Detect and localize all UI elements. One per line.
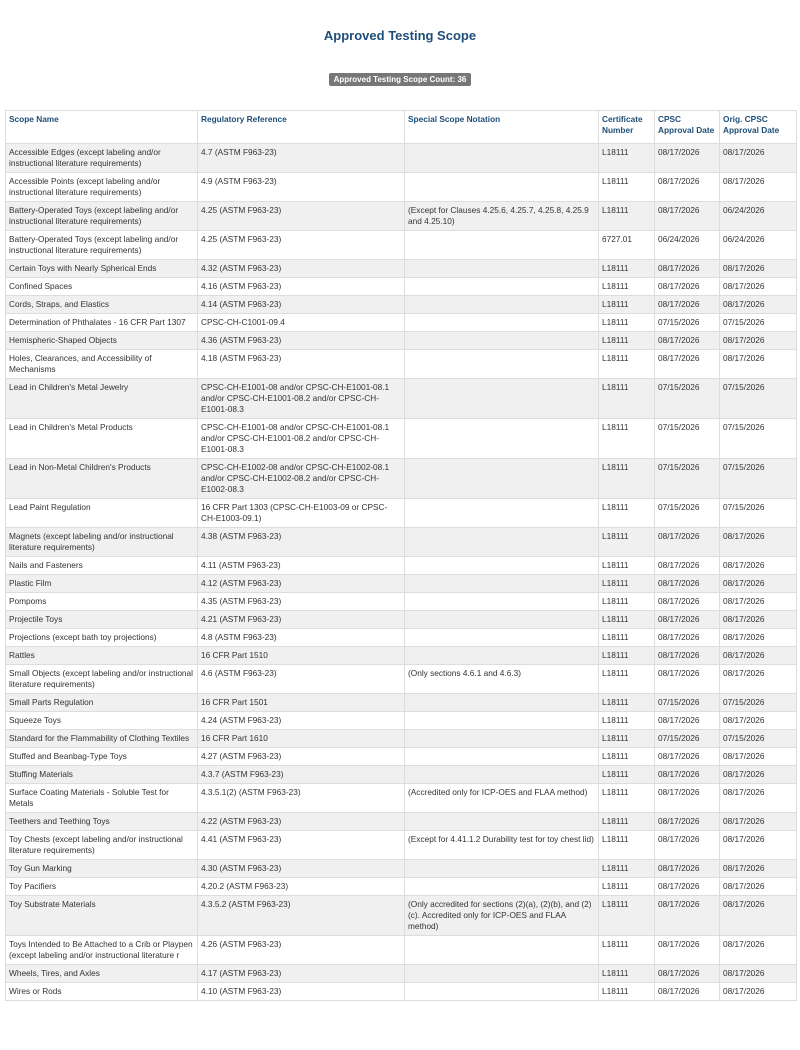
cell-regulatory-reference: 16 CFR Part 1501 [198,694,405,712]
table-row [6,278,797,296]
cell-scope-name: Toy Pacifiers [6,878,198,896]
cell-regulatory-reference: 4.22 (ASTM F963-23) [198,813,405,831]
cell-regulatory-reference: 4.20.2 (ASTM F963-23) [198,878,405,896]
cell-cpsc-approval-date: 08/17/2026 [655,766,720,784]
cell-certificate-number: L18111 [599,694,655,712]
cell-orig-cpsc-approval-date: 08/17/2026 [720,712,797,730]
cell-certificate-number: L18111 [599,813,655,831]
cell-special-scope-notation [405,459,599,499]
cell-scope-name: Lead in Children's Metal Jewelry [6,379,198,419]
cell-orig-cpsc-approval-date: 08/17/2026 [720,748,797,766]
cell-special-scope-notation [405,593,599,611]
cell-orig-cpsc-approval-date: 08/17/2026 [720,173,797,202]
cell-certificate-number: L18111 [599,983,655,1001]
approved-scope-table [5,110,797,1001]
cell-orig-cpsc-approval-date: 08/17/2026 [720,593,797,611]
cell-regulatory-reference: 16 CFR Part 1303 (CPSC-CH-E1003-09 or CPSC-CH-E1003-09.1) [198,499,405,528]
cell-certificate-number: L18111 [599,379,655,419]
table-row [6,983,797,1001]
cell-orig-cpsc-approval-date: 08/17/2026 [720,831,797,860]
cell-scope-name: Wheels, Tires, and Axles [6,965,198,983]
cell-cpsc-approval-date: 07/15/2026 [655,419,720,459]
cell-scope-name: Wires or Rods [6,983,198,1001]
cell-regulatory-reference: 16 CFR Part 1610 [198,730,405,748]
cell-orig-cpsc-approval-date: 08/17/2026 [720,965,797,983]
cell-special-scope-notation [405,712,599,730]
cell-cpsc-approval-date: 07/15/2026 [655,379,720,419]
cell-orig-cpsc-approval-date: 06/24/2026 [720,202,797,231]
cell-special-scope-notation: (Except for Clauses 4.25.6, 4.25.7, 4.25.8, 4.25.9 and 4.25.10) [405,202,599,231]
cell-special-scope-notation [405,860,599,878]
cell-certificate-number: L18111 [599,557,655,575]
cell-regulatory-reference: 4.25 (ASTM F963-23) [198,231,405,260]
cell-cpsc-approval-date: 08/17/2026 [655,296,720,314]
cell-special-scope-notation [405,144,599,173]
cell-scope-name: Confined Spaces [6,278,198,296]
cell-scope-name: Battery-Operated Toys (except labeling and/or instructional literature requirements) [6,231,198,260]
cell-special-scope-notation [405,766,599,784]
table-row [6,350,797,379]
cell-certificate-number: L18111 [599,766,655,784]
cell-scope-name: Accessible Points (except labeling and/or instructional literature requirements) [6,173,198,202]
cell-special-scope-notation [405,629,599,647]
cell-cpsc-approval-date: 08/17/2026 [655,896,720,936]
cell-certificate-number: L18111 [599,350,655,379]
cell-certificate-number: L18111 [599,965,655,983]
cell-regulatory-reference: 4.35 (ASTM F963-23) [198,593,405,611]
cell-cpsc-approval-date: 08/17/2026 [655,813,720,831]
table-row [6,379,797,419]
table-header-row [6,111,797,144]
cell-certificate-number: L18111 [599,878,655,896]
cell-regulatory-reference: 4.32 (ASTM F963-23) [198,260,405,278]
cell-cpsc-approval-date: 08/17/2026 [655,983,720,1001]
cell-orig-cpsc-approval-date: 07/15/2026 [720,694,797,712]
cell-regulatory-reference: 4.9 (ASTM F963-23) [198,173,405,202]
cell-cpsc-approval-date: 07/15/2026 [655,694,720,712]
cell-orig-cpsc-approval-date: 08/17/2026 [720,665,797,694]
cell-orig-cpsc-approval-date: 06/24/2026 [720,231,797,260]
cell-cpsc-approval-date: 08/17/2026 [655,350,720,379]
cell-scope-name: Projections (except bath toy projections) [6,629,198,647]
table-row [6,878,797,896]
table-row [6,694,797,712]
header-regulatory-reference[interactable]: Regulatory Reference [198,111,405,144]
cell-scope-name: Lead Paint Regulation [6,499,198,528]
cell-special-scope-notation [405,350,599,379]
cell-special-scope-notation [405,936,599,965]
cell-regulatory-reference: 4.25 (ASTM F963-23) [198,202,405,231]
header-cpsc-approval-date[interactable]: CPSC Approval Date [655,111,720,144]
table-row [6,499,797,528]
cell-scope-name: Toy Substrate Materials [6,896,198,936]
cell-orig-cpsc-approval-date: 08/17/2026 [720,784,797,813]
cell-orig-cpsc-approval-date: 08/17/2026 [720,647,797,665]
page-title: Approved Testing Scope [323,28,477,43]
cell-special-scope-notation [405,231,599,260]
cell-orig-cpsc-approval-date: 08/17/2026 [720,557,797,575]
table-row [6,831,797,860]
cell-special-scope-notation [405,965,599,983]
cell-orig-cpsc-approval-date: 07/15/2026 [720,730,797,748]
table-row [6,813,797,831]
table-row [6,784,797,813]
cell-scope-name: Lead in Non-Metal Children's Products [6,459,198,499]
cell-cpsc-approval-date: 08/17/2026 [655,965,720,983]
cell-certificate-number: L18111 [599,144,655,173]
cell-special-scope-notation [405,694,599,712]
cell-cpsc-approval-date: 08/17/2026 [655,860,720,878]
cell-special-scope-notation [405,296,599,314]
cell-certificate-number: L18111 [599,278,655,296]
cell-cpsc-approval-date: 07/15/2026 [655,459,720,499]
table-row [6,173,797,202]
cell-orig-cpsc-approval-date: 08/17/2026 [720,575,797,593]
cell-certificate-number: L18111 [599,936,655,965]
header-certificate-number[interactable]: Certificate Number [599,111,655,144]
cell-regulatory-reference: CPSC-CH-C1001-09.4 [198,314,405,332]
cell-orig-cpsc-approval-date: 07/15/2026 [720,314,797,332]
cell-regulatory-reference: CPSC-CH-E1001-08 and/or CPSC-CH-E1001-08.1 and/or CPSC-CH-E1001-08.2 and/or CPSC-CH-E1001-08.3 [198,419,405,459]
cell-orig-cpsc-approval-date: 08/17/2026 [720,296,797,314]
cell-certificate-number: L18111 [599,730,655,748]
table-row [6,896,797,936]
cell-cpsc-approval-date: 07/15/2026 [655,499,720,528]
cell-certificate-number: L18111 [599,260,655,278]
cell-special-scope-notation [405,813,599,831]
cell-regulatory-reference: 16 CFR Part 1510 [198,647,405,665]
cell-special-scope-notation [405,173,599,202]
cell-regulatory-reference: CPSC-CH-E1001-08 and/or CPSC-CH-E1001-08.1 and/or CPSC-CH-E1001-08.2 and/or CPSC-CH-E1001-08.3 [198,379,405,419]
cell-certificate-number: L18111 [599,593,655,611]
cell-orig-cpsc-approval-date: 08/17/2026 [720,528,797,557]
cell-orig-cpsc-approval-date: 08/17/2026 [720,350,797,379]
cell-orig-cpsc-approval-date: 08/17/2026 [720,260,797,278]
cell-orig-cpsc-approval-date: 08/17/2026 [720,766,797,784]
table-row [6,766,797,784]
cell-scope-name: Toy Chests (except labeling and/or instructional literature requirements) [6,831,198,860]
cell-special-scope-notation [405,332,599,350]
cell-certificate-number: L18111 [599,629,655,647]
cell-certificate-number: 6727.01 [599,231,655,260]
cell-orig-cpsc-approval-date: 08/17/2026 [720,278,797,296]
cell-certificate-number: L18111 [599,611,655,629]
cell-scope-name: Magnets (except labeling and/or instructional literature requirements) [6,528,198,557]
cell-certificate-number: L18111 [599,314,655,332]
cell-orig-cpsc-approval-date: 08/17/2026 [720,878,797,896]
table-row [6,611,797,629]
cell-cpsc-approval-date: 08/17/2026 [655,936,720,965]
cell-certificate-number: L18111 [599,332,655,350]
table-row [6,730,797,748]
cell-cpsc-approval-date: 08/17/2026 [655,647,720,665]
cell-cpsc-approval-date: 08/17/2026 [655,260,720,278]
cell-regulatory-reference: 4.38 (ASTM F963-23) [198,528,405,557]
table-row [6,665,797,694]
cell-regulatory-reference: 4.3.5.1(2) (ASTM F963-23) [198,784,405,813]
cell-scope-name: Toys Intended to Be Attached to a Crib or Playpen (except labeling and/or instructional literature r [6,936,198,965]
table-row [6,629,797,647]
cell-scope-name: Plastic Film [6,575,198,593]
cell-orig-cpsc-approval-date: 08/17/2026 [720,936,797,965]
cell-special-scope-notation [405,557,599,575]
cell-certificate-number: L18111 [599,419,655,459]
count-badge-container [0,69,800,87]
cell-regulatory-reference: 4.21 (ASTM F963-23) [198,611,405,629]
cell-cpsc-approval-date: 07/15/2026 [655,730,720,748]
cell-regulatory-reference: 4.8 (ASTM F963-23) [198,629,405,647]
cell-scope-name: Toy Gun Marking [6,860,198,878]
cell-scope-name: Certain Toys with Nearly Spherical Ends [6,260,198,278]
cell-certificate-number: L18111 [599,860,655,878]
cell-special-scope-notation [405,983,599,1001]
cell-special-scope-notation [405,647,599,665]
cell-orig-cpsc-approval-date: 08/17/2026 [720,332,797,350]
table-row [6,202,797,231]
table-row [6,936,797,965]
cell-special-scope-notation: (Only sections 4.6.1 and 4.6.3) [405,665,599,694]
table-row [6,593,797,611]
cell-certificate-number: L18111 [599,296,655,314]
cell-scope-name: Small Parts Regulation [6,694,198,712]
cell-cpsc-approval-date: 08/17/2026 [655,712,720,730]
cell-certificate-number: L18111 [599,647,655,665]
cell-cpsc-approval-date: 08/17/2026 [655,611,720,629]
cell-scope-name: Determination of Phthalates - 16 CFR Part 1307 [6,314,198,332]
cell-scope-name: Stuffing Materials [6,766,198,784]
cell-special-scope-notation: (Only accredited for sections (2)(a), (2)(b), and (2)(c). Accredited only for ICP-OES and FLAA method) [405,896,599,936]
cell-regulatory-reference: 4.12 (ASTM F963-23) [198,575,405,593]
table-row [6,557,797,575]
table-row [6,296,797,314]
cell-scope-name: Pompoms [6,593,198,611]
cell-orig-cpsc-approval-date: 08/17/2026 [720,611,797,629]
cell-orig-cpsc-approval-date: 08/17/2026 [720,629,797,647]
cell-scope-name: Lead in Children's Metal Products [6,419,198,459]
cell-orig-cpsc-approval-date: 08/17/2026 [720,144,797,173]
cell-scope-name: Holes, Clearances, and Accessibility of Mechanisms [6,350,198,379]
cell-cpsc-approval-date: 07/15/2026 [655,314,720,332]
cell-regulatory-reference: 4.6 (ASTM F963-23) [198,665,405,694]
cell-regulatory-reference: 4.3.7 (ASTM F963-23) [198,766,405,784]
cell-regulatory-reference: 4.16 (ASTM F963-23) [198,278,405,296]
table-row [6,231,797,260]
cell-regulatory-reference: CPSC-CH-E1002-08 and/or CPSC-CH-E1002-08.1 and/or CPSC-CH-E1002-08.2 and/or CPSC-CH-E1002-08.3 [198,459,405,499]
cell-scope-name: Hemispheric-Shaped Objects [6,332,198,350]
cell-scope-name: Squeeze Toys [6,712,198,730]
table-row [6,647,797,665]
cell-certificate-number: L18111 [599,665,655,694]
cell-cpsc-approval-date: 08/17/2026 [655,332,720,350]
cell-special-scope-notation [405,260,599,278]
cell-regulatory-reference: 4.24 (ASTM F963-23) [198,712,405,730]
cell-cpsc-approval-date: 08/17/2026 [655,784,720,813]
header-orig-cpsc-approval-date[interactable]: Orig. CPSC Approval Date [720,111,797,144]
cell-special-scope-notation [405,499,599,528]
cell-cpsc-approval-date: 08/17/2026 [655,593,720,611]
table-row [6,748,797,766]
cell-scope-name: Projectile Toys [6,611,198,629]
cell-regulatory-reference: 4.3.5.2 (ASTM F963-23) [198,896,405,936]
cell-certificate-number: L18111 [599,712,655,730]
cell-regulatory-reference: 4.14 (ASTM F963-23) [198,296,405,314]
cell-cpsc-approval-date: 08/17/2026 [655,831,720,860]
cell-certificate-number: L18111 [599,459,655,499]
header-scope-name[interactable]: Scope Name [6,111,198,144]
table-row [6,314,797,332]
cell-orig-cpsc-approval-date: 08/17/2026 [720,813,797,831]
cell-special-scope-notation [405,878,599,896]
cell-orig-cpsc-approval-date: 08/17/2026 [720,983,797,1001]
cell-cpsc-approval-date: 08/17/2026 [655,528,720,557]
cell-scope-name: Standard for the Flammability of Clothing Textiles [6,730,198,748]
scope-count-badge: Approved Testing Scope Count: 36 [329,73,472,86]
cell-special-scope-notation [405,730,599,748]
cell-certificate-number: L18111 [599,896,655,936]
cell-special-scope-notation [405,278,599,296]
table-row [6,860,797,878]
cell-regulatory-reference: 4.36 (ASTM F963-23) [198,332,405,350]
cell-certificate-number: L18111 [599,575,655,593]
cell-cpsc-approval-date: 08/17/2026 [655,575,720,593]
cell-certificate-number: L18111 [599,831,655,860]
table-row [6,575,797,593]
cell-scope-name: Stuffed and Beanbag-Type Toys [6,748,198,766]
cell-cpsc-approval-date: 08/17/2026 [655,629,720,647]
table-row [6,528,797,557]
cell-orig-cpsc-approval-date: 08/17/2026 [720,860,797,878]
cell-scope-name: Surface Coating Materials - Soluble Test for Metals [6,784,198,813]
cell-cpsc-approval-date: 08/17/2026 [655,665,720,694]
cell-regulatory-reference: 4.10 (ASTM F963-23) [198,983,405,1001]
cell-certificate-number: L18111 [599,173,655,202]
table-row [6,144,797,173]
cell-scope-name: Small Objects (except labeling and/or instructional literature requirements) [6,665,198,694]
cell-cpsc-approval-date: 08/17/2026 [655,748,720,766]
cell-certificate-number: L18111 [599,784,655,813]
cell-special-scope-notation: (Except for 4.41.1.2 Durability test for toy chest lid) [405,831,599,860]
cell-cpsc-approval-date: 08/17/2026 [655,278,720,296]
cell-orig-cpsc-approval-date: 07/15/2026 [720,459,797,499]
cell-regulatory-reference: 4.11 (ASTM F963-23) [198,557,405,575]
cell-special-scope-notation [405,379,599,419]
cell-certificate-number: L18111 [599,748,655,766]
cell-scope-name: Rattles [6,647,198,665]
cell-certificate-number: L18111 [599,202,655,231]
table-row [6,419,797,459]
cell-scope-name: Cords, Straps, and Elastics [6,296,198,314]
cell-special-scope-notation [405,611,599,629]
cell-regulatory-reference: 4.7 (ASTM F963-23) [198,144,405,173]
cell-special-scope-notation [405,575,599,593]
cell-orig-cpsc-approval-date: 07/15/2026 [720,419,797,459]
cell-regulatory-reference: 4.30 (ASTM F963-23) [198,860,405,878]
cell-certificate-number: L18111 [599,499,655,528]
cell-cpsc-approval-date: 08/17/2026 [655,878,720,896]
cell-certificate-number: L18111 [599,528,655,557]
table-row [6,332,797,350]
cell-cpsc-approval-date: 08/17/2026 [655,173,720,202]
cell-special-scope-notation [405,419,599,459]
cell-orig-cpsc-approval-date: 07/15/2026 [720,379,797,419]
cell-scope-name: Accessible Edges (except labeling and/or instructional literature requirements) [6,144,198,173]
cell-regulatory-reference: 4.26 (ASTM F963-23) [198,936,405,965]
cell-cpsc-approval-date: 06/24/2026 [655,231,720,260]
table-row [6,965,797,983]
cell-regulatory-reference: 4.41 (ASTM F963-23) [198,831,405,860]
cell-special-scope-notation [405,748,599,766]
table-row [6,459,797,499]
header-special-scope-notation[interactable]: Special Scope Notation [405,111,599,144]
cell-orig-cpsc-approval-date: 07/15/2026 [720,499,797,528]
cell-cpsc-approval-date: 08/17/2026 [655,144,720,173]
cell-cpsc-approval-date: 08/17/2026 [655,557,720,575]
cell-regulatory-reference: 4.18 (ASTM F963-23) [198,350,405,379]
table-body [6,144,797,1001]
cell-cpsc-approval-date: 08/17/2026 [655,202,720,231]
cell-special-scope-notation [405,528,599,557]
cell-regulatory-reference: 4.27 (ASTM F963-23) [198,748,405,766]
cell-regulatory-reference: 4.17 (ASTM F963-23) [198,965,405,983]
cell-scope-name: Teethers and Teething Toys [6,813,198,831]
cell-scope-name: Battery-Operated Toys (except labeling and/or instructional literature requirements) [6,202,198,231]
table-row [6,712,797,730]
cell-special-scope-notation: (Accredited only for ICP-OES and FLAA method) [405,784,599,813]
cell-orig-cpsc-approval-date: 08/17/2026 [720,896,797,936]
table-row [6,260,797,278]
cell-scope-name: Nails and Fasteners [6,557,198,575]
cell-special-scope-notation [405,314,599,332]
